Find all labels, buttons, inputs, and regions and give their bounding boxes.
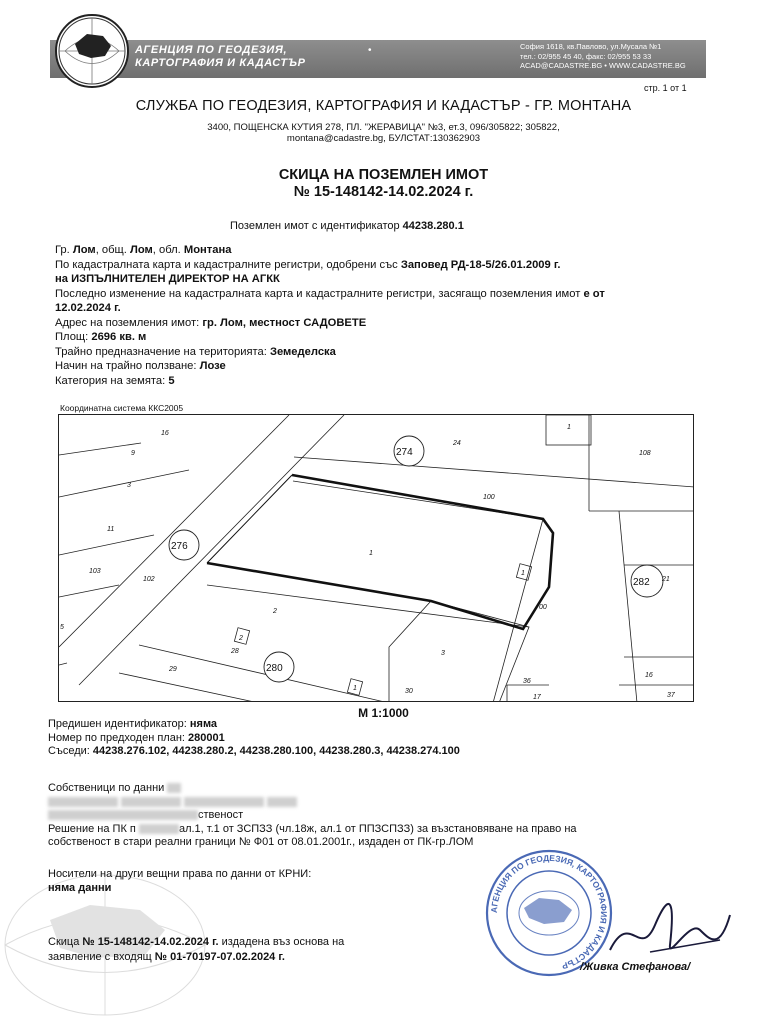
map-label-280: 280 <box>266 663 283 674</box>
map-label-36: 36 <box>523 678 531 685</box>
map-label-21: 21 <box>662 576 670 583</box>
property-identifier: Поземлен имот с идентификатор 44238.280.1 <box>230 220 464 232</box>
header-dot: • <box>368 45 372 56</box>
map-label-28: 28 <box>231 648 239 655</box>
map-label-102: 102 <box>143 576 155 583</box>
map-label-00: 00 <box>539 604 547 611</box>
signer-name: /Живка Стефанова/ <box>580 961 691 973</box>
map-label-1-box2: 1 <box>521 570 525 577</box>
map-label-3a: 3 <box>127 482 131 489</box>
map-label-3b: 3 <box>441 650 445 657</box>
owners-section: Собственици по данни ственост Решение на ПК п ал.1, т.1 от ЗСПЗЗ (чл.18ж, ал.1 от ППЗСПЗЗ) за възстановяване на право на собственост в стари реални граници № Ф01 от 08.01.2001г., издаден от ПК-гр.ЛОМ <box>48 782 577 848</box>
map-label-103: 103 <box>89 568 101 575</box>
map-label-1-main: 1 <box>369 550 373 557</box>
property-info: Гр. Лом, общ. Лом, обл. Монтана По кадастралната карта и кадастралните регистри, одобрени със Заповед РД-18-5/26.01.2009 г. на ИЗПЪЛНИТЕЛЕН ДИРЕКТОР НА АГКК Последно изменение на кадастралната карта и кадастралните регистри, засягащо поземления имот е от 12.02.2024 г. Адрес на поземления имот: гр. Лом, местност САДОВЕТЕ Площ: 2696 кв. м Трайно предназначение на територията: Земеделска Начин на трайно ползване: Лозе Категория на земята: 5 <box>55 244 605 387</box>
map-label-282: 282 <box>633 577 650 588</box>
map-label-24: 24 <box>453 440 461 447</box>
map-label-11: 11 <box>107 526 115 533</box>
agency-name: АГЕНЦИЯ ПО ГЕОДЕЗИЯ, КАРТОГРАФИЯ И КАДАСТЪР <box>135 44 306 69</box>
map-label-276: 276 <box>171 541 188 552</box>
map-label-29: 29 <box>169 666 177 673</box>
map-label-1-small: 1 <box>353 685 357 692</box>
map-label-37: 37 <box>667 692 675 699</box>
document-title: СКИЦА НА ПОЗЕМЛЕН ИМОТ № 15-148142-14.02.2024 г. <box>278 167 489 200</box>
map-label-274: 274 <box>396 447 413 458</box>
map-scale: М 1:1000 <box>358 706 409 720</box>
other-rights-section: Носители на други вещни права по данни от КРНИ: няма данни <box>48 868 312 894</box>
page-number: стр. 1 от 1 <box>644 83 687 93</box>
map-label-5: 5 <box>60 624 64 631</box>
map-label-16a: 16 <box>161 430 169 437</box>
map-label-9: 9 <box>131 450 135 457</box>
office-name: СЛУЖБА ПО ГЕОДЕЗИЯ, КАРТОГРАФИЯ И КАДАСТЪР - ГР. МОНТАНА <box>135 98 632 114</box>
svg-text:АГЕНЦИЯ ПО ГЕОДЕЗИЯ, КАРТОГРАФ: АГЕНЦИЯ ПО ГЕОДЕЗИЯ, КАРТОГРАФИЯ И КАДАСТЪР <box>488 852 610 972</box>
map-label-16b: 16 <box>645 672 653 679</box>
agency-logo-icon <box>55 14 129 88</box>
property-references: Предишен идентификатор: няма Номер по предходен план: 280001 Съседи: 44238.276.102, 44238.280.2, 44238.280.100, 44238.280.3, 44238.274.100 <box>48 718 460 757</box>
map-label-108: 108 <box>639 450 651 457</box>
official-stamp-icon <box>484 848 614 978</box>
cadastral-map <box>58 414 694 702</box>
map-label-100: 100 <box>483 494 495 501</box>
map-label-2-small: 2 <box>239 635 243 642</box>
map-label-17: 17 <box>533 694 541 701</box>
coordinate-system: Координатна система ККС2005 <box>60 403 184 413</box>
office-address: 3400, ПОЩЕНСКА КУТИЯ 278, ПЛ. "ЖЕРАВИЦА" №3, ет.3, 096/305822; 305822, montana@cadastre.bg, БУЛСТАТ:130362903 <box>207 122 560 144</box>
map-label-1-box: 1 <box>567 424 571 431</box>
map-label-30: 30 <box>405 688 413 695</box>
map-label-2: 2 <box>273 608 277 615</box>
agency-contact: София 1618, кв.Павлово, ул.Мусала №1 тел.: 02/955 45 40, факс: 02/955 53 33 ACAD@CADASTRE.BG • WWW.CADASTRE.BG <box>520 42 686 70</box>
sketch-note: Скица № 15-148142-14.02.2024 г. издадена въз основа на заявление с входящ № 01-70197-07.02.2024 г. <box>48 936 345 963</box>
handwritten-signature-icon <box>600 890 740 970</box>
